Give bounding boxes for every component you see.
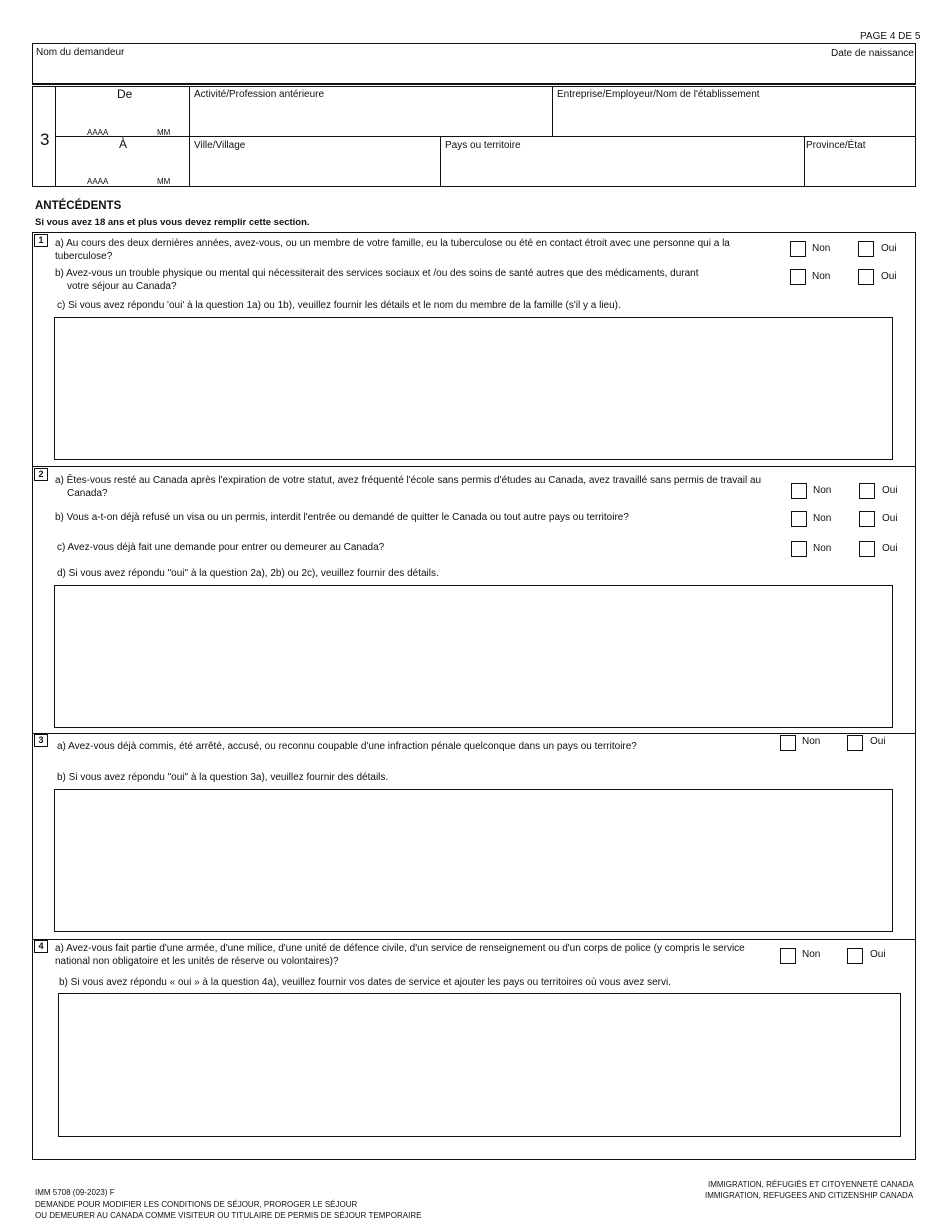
question-4a-no-checkbox[interactable] <box>780 948 796 964</box>
to-year-label: AAAA <box>87 177 109 186</box>
question-1b-text-line1: b) Avez-vous un trouble physique ou mental qui nécessiterait des services sociaux et /ou des soins de santé autres que des médicaments, durant <box>55 268 699 279</box>
question-2-number: 2 <box>34 468 48 481</box>
to-month-label: MM <box>157 177 171 186</box>
activity-field[interactable] <box>194 104 546 132</box>
question-2a-no-checkbox[interactable] <box>791 483 807 499</box>
question-2b-no-checkbox[interactable] <box>791 511 807 527</box>
question-1b-text-line2: votre séjour au Canada? <box>67 281 177 292</box>
department-name-fr: IMMIGRATION, RÉFUGIÉS ET CITOYENNETÉ CANADA <box>708 1180 914 1189</box>
question-1b-yes-label: Oui <box>881 271 897 282</box>
question-3a-yes-label: Oui <box>870 736 886 747</box>
question-4a-text-line1: a) Avez-vous fait partie d'une armée, d'une milice, d'une unité de défence civile, d'un service de renseignement ou d'un corps de police (y compris le service <box>55 943 745 954</box>
question-2c-yes-checkbox[interactable] <box>859 541 875 557</box>
question-1-number: 1 <box>34 234 48 247</box>
from-label: De <box>117 87 133 101</box>
question-3a-no-label: Non <box>802 736 821 747</box>
question-3a-yes-checkbox[interactable] <box>847 735 863 751</box>
question-2c-no-checkbox[interactable] <box>791 541 807 557</box>
from-date-field[interactable] <box>60 102 185 124</box>
question-1c-text: c) Si vous avez répondu 'oui' à la question 1a) ou 1b), veuillez fournir les détails et le nom du membre de la famille (s'il y a lieu). <box>57 300 621 311</box>
from-year-label: AAAA <box>87 128 109 137</box>
question-2a-yes-checkbox[interactable] <box>859 483 875 499</box>
question-3-number: 3 <box>34 734 48 747</box>
question-2a-no-label: Non <box>813 485 832 496</box>
department-name-en: IMMIGRATION, REFUGEES AND CITIZENSHIP CANADA <box>705 1191 914 1200</box>
question-1a-no-checkbox[interactable] <box>790 241 806 257</box>
page-number: PAGE 4 DE 5 <box>860 31 921 42</box>
question-4a-yes-label: Oui <box>870 949 886 960</box>
form-code: IMM 5708 (09-2023) F <box>35 1188 115 1197</box>
to-date-field[interactable] <box>60 152 185 174</box>
question-1b-no-checkbox[interactable] <box>790 269 806 285</box>
question-2a-yes-label: Oui <box>882 485 898 496</box>
question-1a-yes-checkbox[interactable] <box>858 241 874 257</box>
country-label: Pays ou territoire <box>445 140 521 151</box>
question-2c-text: c) Avez-vous déjà fait une demande pour entrer ou demeurer au Canada? <box>57 542 385 553</box>
form-title-line1: DEMANDE POUR MODIFIER LES CONDITIONS DE SÉJOUR, PROROGER LE SÉJOUR <box>35 1200 358 1209</box>
question-1a-yes-label: Oui <box>881 243 897 254</box>
country-field[interactable] <box>445 154 799 182</box>
province-field[interactable] <box>808 154 912 182</box>
question-2d-text: d) Si vous avez répondu "oui" à la question 2a), 2b) ou 2c), veuillez fournir des détails. <box>57 568 439 579</box>
question-4b-details-field[interactable] <box>58 993 901 1137</box>
background-title: ANTÉCÉDENTS <box>35 200 122 212</box>
question-4a-no-label: Non <box>802 949 821 960</box>
question-3b-details-field[interactable] <box>54 789 893 932</box>
question-2b-no-label: Non <box>813 513 832 524</box>
question-3a-no-checkbox[interactable] <box>780 735 796 751</box>
question-2b-yes-checkbox[interactable] <box>859 511 875 527</box>
question-4-number: 4 <box>34 940 48 953</box>
question-2c-no-label: Non <box>813 543 832 554</box>
question-3b-text: b) Si vous avez répondu "oui" à la question 3a), veuillez fournir des détails. <box>57 772 389 783</box>
question-4b-text: b) Si vous avez répondu « oui » à la question 4a), veuillez fournir vos dates de service et ajouter les pays ou territoires où vous avez servi. <box>59 977 671 988</box>
employment-row-number: 3 <box>40 130 50 149</box>
from-month-label: MM <box>157 128 171 137</box>
question-4a-text-line2: national non obligatoire et les unités de réserve ou volontaires)? <box>55 956 339 967</box>
question-2d-details-field[interactable] <box>54 585 893 728</box>
question-2c-yes-label: Oui <box>882 543 898 554</box>
birth-date-label: Date de naissance <box>831 48 914 59</box>
question-1b-no-label: Non <box>812 271 831 282</box>
question-1b-yes-checkbox[interactable] <box>858 269 874 285</box>
applicant-name-label: Nom du demandeur <box>36 47 125 58</box>
employer-field[interactable] <box>557 104 912 132</box>
question-2a-text-line2: Canada? <box>67 488 108 499</box>
background-subtitle: Si vous avez 18 ans et plus vous devez remplir cette section. <box>35 217 310 228</box>
question-4a-yes-checkbox[interactable] <box>847 948 863 964</box>
question-2b-text: b) Vous a-t-on déjà refusé un visa ou un permis, interdit l'entrée ou demandé de quitter le Canada ou tout autre pays ou territoire? <box>55 512 629 523</box>
form-title-line2: OU DEMEURER AU CANADA COMME VISITEUR OU TITULAIRE DE PERMIS DE SÉJOUR TEMPORAIRE <box>35 1211 422 1220</box>
province-label: Province/État <box>806 140 866 151</box>
question-1a-no-label: Non <box>812 243 831 254</box>
question-1a-text-line1: a) Au cours des deux dernières années, avez-vous, ou un membre de votre famille, eu la tuberculose ou été en contact étroit avec une personne qui a la <box>55 238 730 249</box>
question-3a-text: a) Avez-vous déjà commis, été arrêté, accusé, ou reconnu coupable d'une infraction pénale quelconque dans un pays ou territoire? <box>57 741 637 752</box>
question-1c-details-field[interactable] <box>54 317 893 460</box>
applicant-name-field[interactable] <box>40 60 820 80</box>
question-1a-text-line2: tuberculose? <box>55 251 113 262</box>
activity-label: Activité/Profession antérieure <box>194 89 325 100</box>
city-label: Ville/Village <box>194 140 246 151</box>
employer-label: Entreprise/Employeur/Nom de l'établissement <box>557 89 760 100</box>
to-label: À <box>119 137 128 151</box>
question-2a-text-line1: a) Êtes-vous resté au Canada après l'expiration de votre statut, avez fréquenté l'école sans permis d'études au Canada, avez travaillé sans permis de travail au <box>55 475 762 486</box>
question-2b-yes-label: Oui <box>882 513 898 524</box>
city-field[interactable] <box>194 154 436 182</box>
